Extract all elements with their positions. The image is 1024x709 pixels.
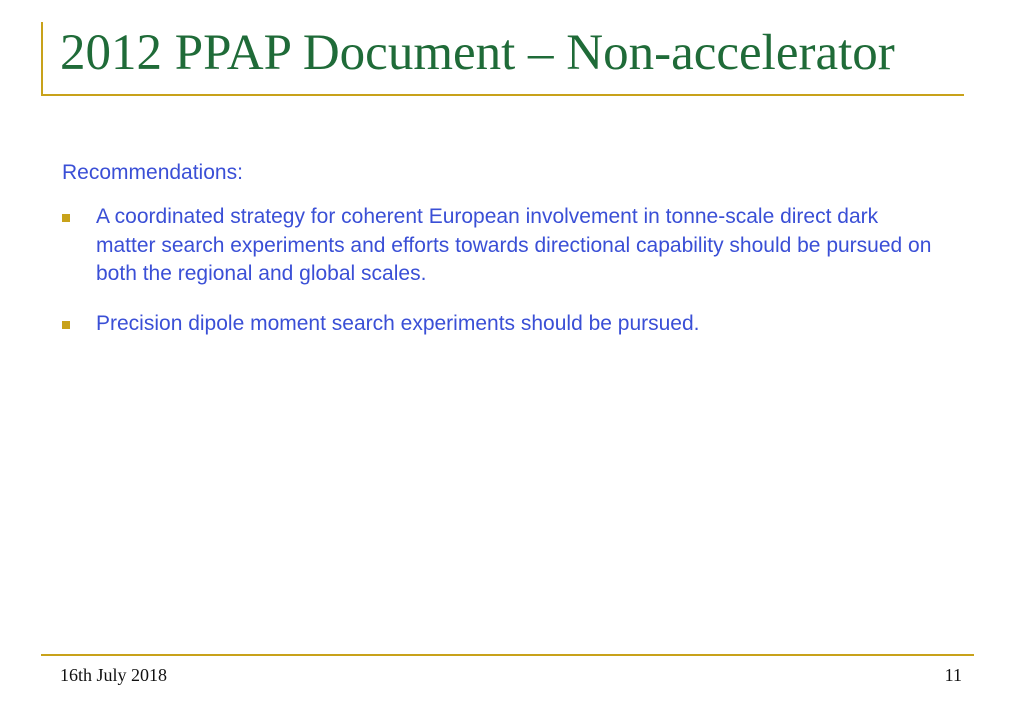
- slide-title: 2012 PPAP Document – Non-accelerator: [60, 25, 895, 81]
- footer-date: 16th July 2018: [60, 665, 168, 685]
- recommendations-list: [62, 203, 942, 338]
- bullet-text: Precision dipole moment search experiments should be pursued.: [96, 311, 700, 335]
- footer-rule: [41, 654, 974, 656]
- square-bullet-icon: [62, 214, 70, 222]
- page-number: 11: [944, 665, 962, 685]
- slide-content: [62, 158, 942, 359]
- title-vertical-rule: [41, 22, 43, 96]
- square-bullet-icon: [62, 321, 70, 329]
- list-item: [62, 310, 942, 339]
- list-item: [62, 203, 942, 289]
- bullet-text: A coordinated strategy for coherent European involvement in tonne-scale direct dark matter search experiments and efforts towards directional capability should be pursued on both the regional and global scales.: [96, 205, 932, 285]
- recommendations-heading: Recommendations:: [62, 161, 243, 184]
- title-underline-rule: [41, 94, 964, 96]
